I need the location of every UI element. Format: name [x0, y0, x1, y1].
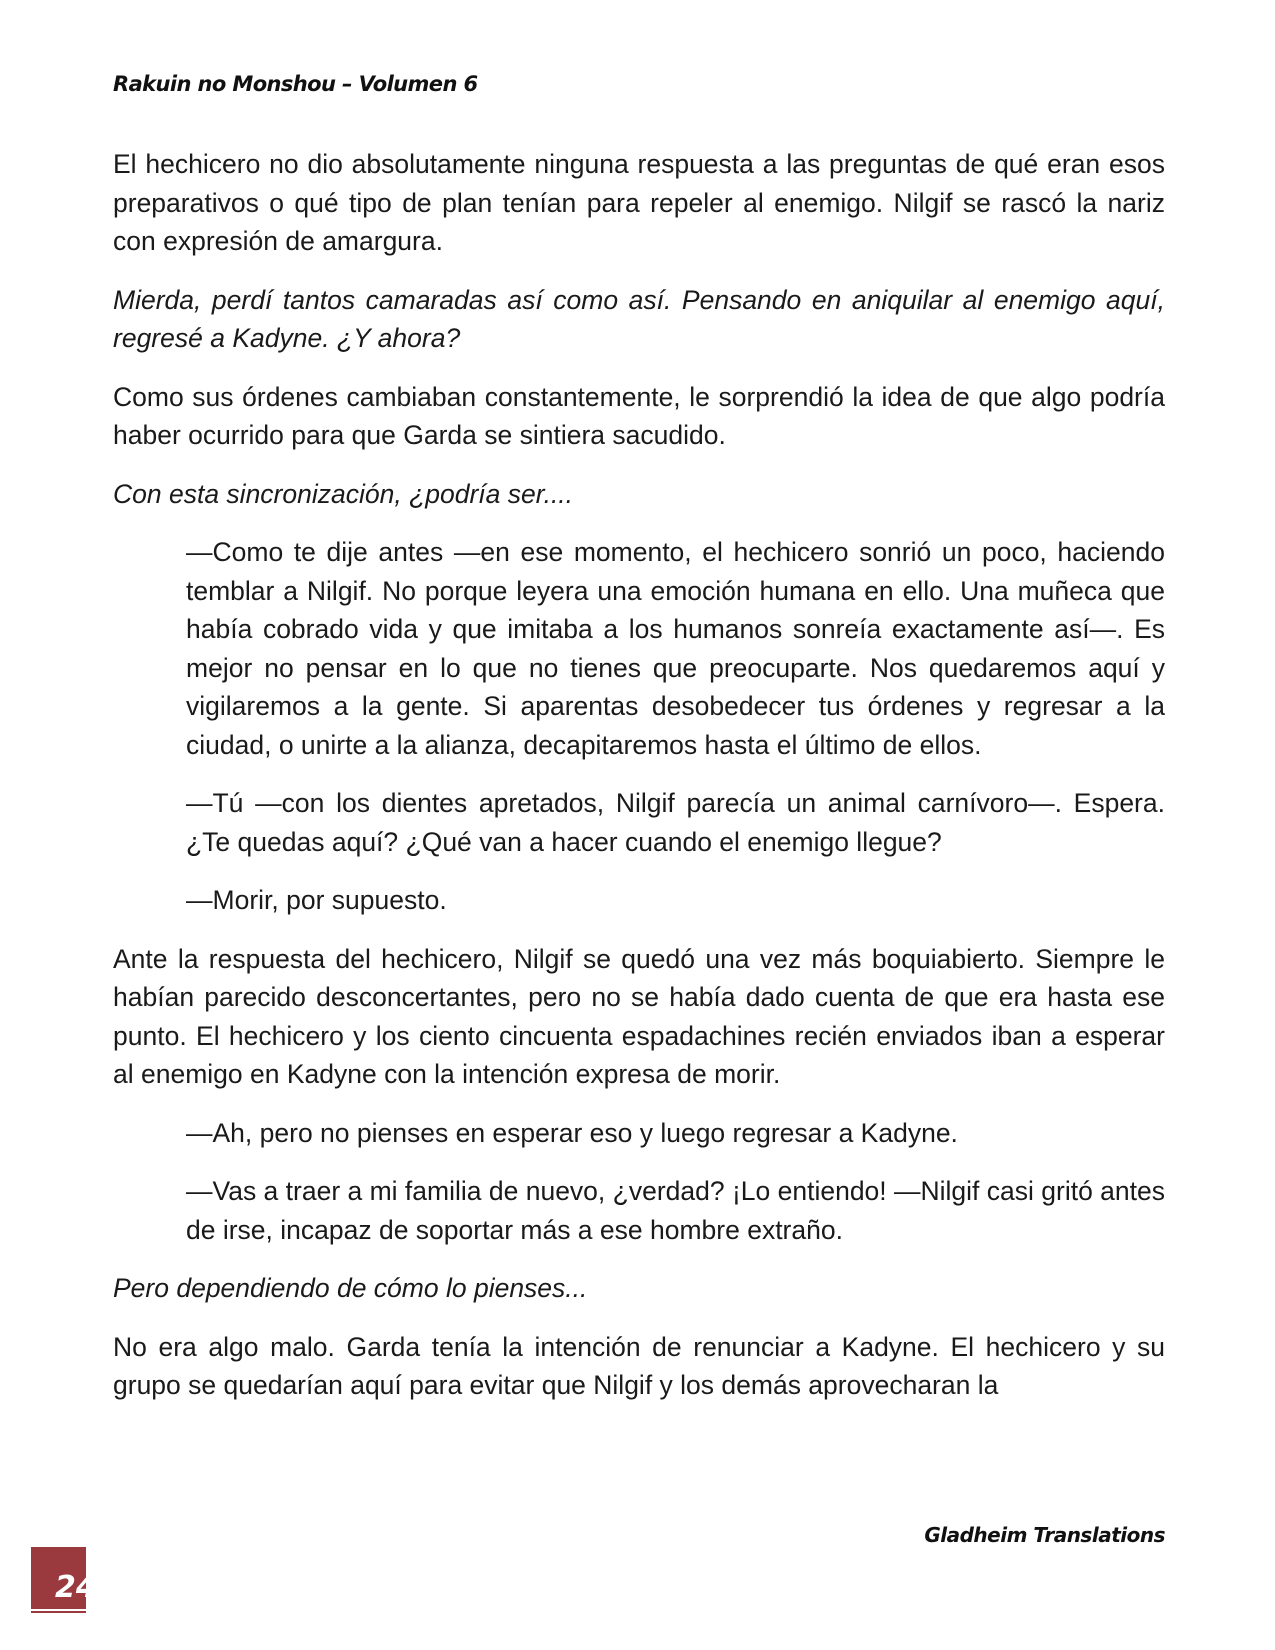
paragraph-dialogue: —Vas a traer a mi familia de nuevo, ¿verdad? ¡Lo entiendo! —Nilgif casi gritó antes de irse, incapaz de soportar más a ese hombre extraño. — [186, 1176, 1166, 1245]
page-number-box — [31, 1547, 97, 1613]
translator-credit: Gladheim Translations — [924, 1523, 1165, 1547]
paragraph-thought: Con esta sincronización, ¿podría ser.... — [113, 478, 574, 509]
running-header: Rakuin no Monshou – Volumen 6 — [113, 72, 478, 96]
paragraph-dialogue: —Ah, pero no pienses en esperar eso y luego regresar a Kadyne. — [186, 1117, 958, 1148]
paragraph: No era algo malo. Garda tenía la intención de renunciar a Kadyne. El hechicero y su grupo se quedarían aquí para evitar que Nilgif y los demás aprovecharan la — [113, 1331, 1165, 1400]
paragraph-thought: Pero dependiendo de cómo lo pienses... — [113, 1273, 588, 1303]
paragraph-dialogue: —Morir, por supuesto. — [186, 885, 447, 915]
paragraph-dialogue: —Tú —con los dientes apretados, Nilgif parecía un animal carnívoro—. Espera. ¿Te quedas aquí? ¿Qué van a hacer cuando el enemigo llegue? — [186, 788, 1165, 857]
page-body — [113, 145, 1165, 1425]
page-number: 24 — [55, 1570, 97, 1605]
paragraph-dialogue: —Como te dije antes —en ese momento, el hechicero sonrió un poco, haciendo temblar a Nilgif. No porque leyera una emoción humana en ello. Una muñeca que había cobrado vida y que imitaba a los humanos sonreía exactamente así—. Es mejor no pensar en lo que no tienes que preocuparte. Nos quedaremos aquí y vigilaremos a la gente. Si aparentas desobedecer tus órdenes y regresar a la ciudad, o unirte a la alianza, decapitaremos hasta el último de ellos. — [186, 537, 1165, 760]
paragraph: El hechicero no dio absolutamente ninguna respuesta a las preguntas de qué eran esos preparativos o qué tipo de plan tenían para repeler al enemigo. Nilgif se rascó la nariz con expresión de amargura. — [113, 149, 1165, 256]
paragraph: Ante la respuesta del hechicero, Nilgif se quedó una vez más boquiabierto. Siempre le habían parecido desconcertantes, pero no se había dado cuenta de que era hasta ese punto. El hechicero y los ciento cincuenta espadachines recién enviados iban a esperar al enemigo en Kadyne con la intención expresa de morir. — [113, 943, 1165, 1089]
paragraph-thought: Mierda, perdí tantos camaradas así como así. Pensando en aniquilar al enemigo aquí, regresé a Kadyne. ¿Y ahora? — [113, 284, 1165, 353]
page-number-underline — [31, 1609, 86, 1611]
paragraph: Como sus órdenes cambiaban constantemente, le sorprendió la idea de que algo podría haber ocurrido para que Garda se sintiera sacudido. — [113, 381, 1165, 450]
